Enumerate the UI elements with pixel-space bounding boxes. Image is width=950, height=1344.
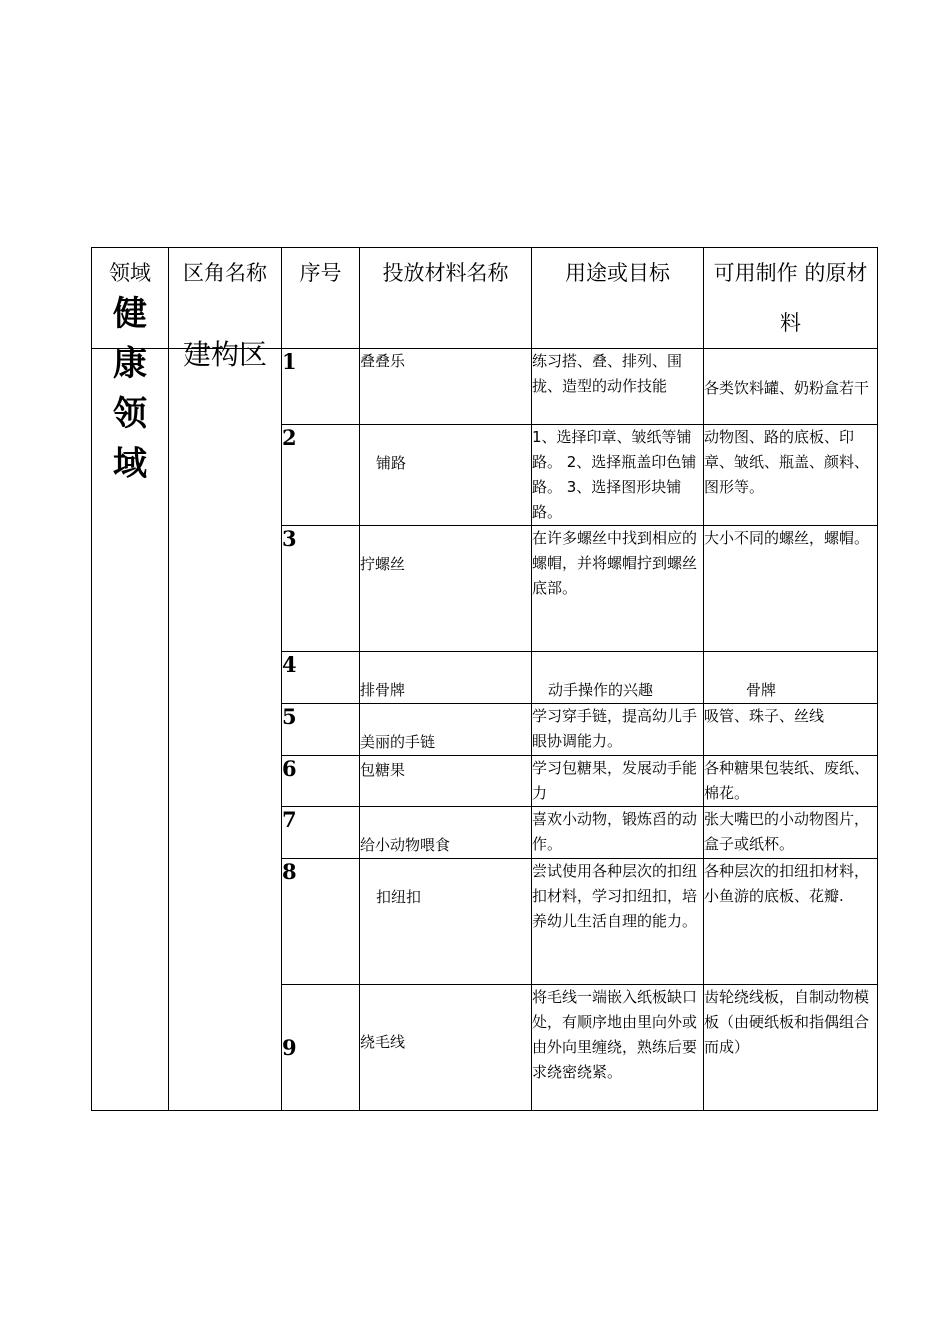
purpose-cell: 学习穿手链，提高幼儿手眼协调能力。 xyxy=(532,704,704,756)
seq-cell: 3 xyxy=(282,526,360,652)
table-row xyxy=(92,349,878,425)
raw-cell: 动物图、路的底板、印章、皱纸、瓶盖、颜料、图形等。 xyxy=(704,425,878,526)
raw-cell: 齿轮绕线板，自制动物模板（由硬纸板和指偶组合而成） xyxy=(704,985,878,1111)
material-cell: 美丽的手链 xyxy=(360,704,532,756)
material-cell: 拧螺丝 xyxy=(360,526,532,652)
raw-cell: 张大嘴巴的小动物图片，盒子或纸杯。 xyxy=(704,807,878,859)
raw-cell: 各种层次的扣纽扣材料，小鱼游的底板、花瓣. xyxy=(704,859,878,985)
seq-cell: 6 xyxy=(282,756,360,807)
material-cell: 给小动物喂食 xyxy=(360,807,532,859)
purpose-cell: 在许多螺丝中找到相应的螺帽，并将螺帽拧到螺丝底部。 xyxy=(532,526,704,652)
seq-cell: 8 xyxy=(282,859,360,985)
purpose-cell: 喜欢小动物，锻炼舀的动作。 xyxy=(532,807,704,859)
raw-cell: 大小不同的螺丝，螺帽。 xyxy=(704,526,878,652)
raw-cell: 各类饮料罐、奶粉盒若干 xyxy=(704,349,878,425)
seq-cell: 1 xyxy=(282,349,360,425)
header-domain: 领域 xyxy=(92,248,169,349)
raw-cell: 各种糖果包装纸、废纸、棉花。 xyxy=(704,756,878,807)
purpose-cell: 1、选择印章、皱纸等铺路。 2、选择瓶盖印色铺路。 3、选择图形块铺路。 xyxy=(532,425,704,526)
header-seq: 序号 xyxy=(282,248,360,349)
header-raw: 可用制作 的原材料 xyxy=(704,248,878,349)
material-cell: 扣纽扣 xyxy=(360,859,532,985)
seq-cell: 5 xyxy=(282,704,360,756)
header-area: 区角名称 xyxy=(169,248,282,349)
material-cell: 排骨牌 xyxy=(360,652,532,704)
purpose-cell: 练习搭、叠、排列、围拢、造型的动作技能 xyxy=(532,349,704,425)
purpose-cell: 动手操作的兴趣 xyxy=(532,652,704,704)
material-cell: 绕毛线 xyxy=(360,985,532,1111)
raw-cell: 骨牌 xyxy=(704,652,878,704)
material-cell: 叠叠乐 xyxy=(360,349,532,425)
material-cell: 包糖果 xyxy=(360,756,532,807)
material-cell: 铺路 xyxy=(360,425,532,526)
raw-cell: 吸管、珠子、丝线 xyxy=(704,704,878,756)
header-material: 投放材料名称 xyxy=(360,248,532,349)
header-purpose: 用途或目标 xyxy=(532,248,704,349)
seq-cell: 4 xyxy=(282,652,360,704)
purpose-cell: 将毛线一端嵌入纸板缺口处，有顺序地由里向外或由外向里缠绕，熟练后要求绕密绕紧。 xyxy=(532,985,704,1111)
purpose-cell: 尝试使用各种层次的扣纽扣材料，学习扣纽扣，培养幼儿生活自理的能力。 xyxy=(532,859,704,985)
seq-cell: 7 xyxy=(282,807,360,859)
domain-name: 健康领域 xyxy=(113,294,147,484)
seq-cell: 9 xyxy=(282,985,360,1111)
materials-table xyxy=(91,247,878,1111)
area-name: 建构区 xyxy=(182,338,267,371)
seq-cell: 2 xyxy=(282,425,360,526)
purpose-cell: 学习包糖果，发展动手能力 xyxy=(532,756,704,807)
domain-cell xyxy=(92,294,169,1111)
area-cell xyxy=(169,338,282,1111)
